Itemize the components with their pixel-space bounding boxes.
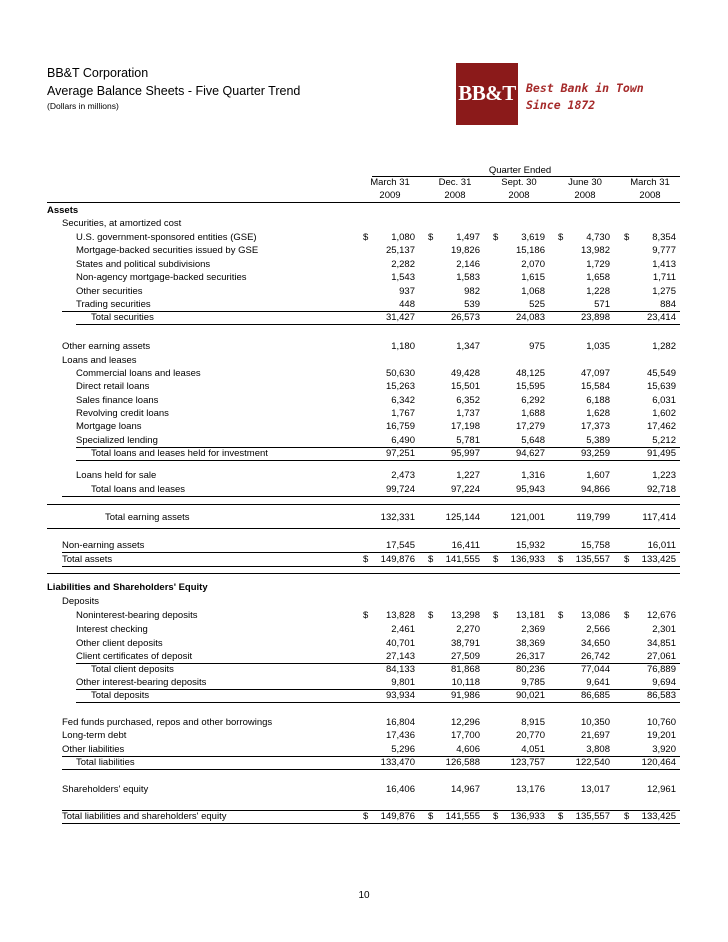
row-label: Total securities — [91, 312, 154, 323]
cell-value: 50,630 — [385, 368, 415, 379]
row-label: U.S. government-sponsored entities (GSE) — [76, 232, 257, 243]
cell-value: 5,296 — [391, 744, 415, 755]
cell-value: 77,044 — [580, 664, 610, 675]
cell-value: 91,495 — [646, 448, 676, 459]
cell-value: 97,251 — [385, 448, 415, 459]
row-label: Noninterest-bearing deposits — [76, 610, 198, 621]
cell-value: 126,588 — [445, 757, 480, 768]
row-label: Total liabilities and shareholders' equity — [62, 811, 227, 822]
cell-value: 975 — [529, 341, 545, 352]
cell-value: 1,275 — [652, 286, 676, 297]
table-row — [0, 259, 728, 272]
row-label: Total earning assets — [105, 512, 190, 523]
col-header-top: March 31 — [630, 177, 670, 188]
cell-value: 13,176 — [515, 784, 545, 795]
row-label: Interest checking — [76, 624, 148, 635]
row-label: Total loans and leases — [91, 484, 186, 495]
cell-value: 27,143 — [385, 651, 415, 662]
currency-symbol: $ — [428, 811, 434, 822]
table-row — [0, 470, 728, 483]
currency-symbol: $ — [493, 554, 499, 565]
cell-value: 15,595 — [515, 381, 545, 392]
row-label: Other earning assets — [62, 341, 151, 352]
cell-value: 26,317 — [515, 651, 545, 662]
cell-value: 13,982 — [580, 245, 610, 256]
row-label: Loans and leases — [62, 355, 137, 366]
cell-value: 26,573 — [450, 312, 480, 323]
currency-symbol: $ — [493, 811, 499, 822]
cell-value: 86,583 — [646, 690, 676, 701]
table-rule — [76, 702, 680, 703]
table-rule — [76, 663, 680, 664]
cell-value: 34,650 — [580, 638, 610, 649]
table-rule — [47, 573, 680, 574]
table-row — [0, 624, 728, 637]
cell-value: 93,934 — [385, 690, 415, 701]
cell-value: 982 — [464, 286, 480, 297]
cell-value: 95,943 — [515, 484, 545, 495]
cell-value: 14,967 — [450, 784, 480, 795]
col-header-year: 2008 — [639, 190, 661, 201]
table-row — [0, 395, 728, 408]
cell-value: 19,201 — [646, 730, 676, 741]
cell-value: 19,826 — [450, 245, 480, 256]
cell-value: 141,555 — [445, 554, 480, 565]
row-label: Long-term debt — [62, 730, 127, 741]
table-row — [0, 784, 728, 797]
cell-value: 81,868 — [450, 664, 480, 675]
cell-value: 1,316 — [521, 470, 545, 481]
row-label: States and political subdivisions — [76, 259, 211, 270]
row-label: Assets — [47, 205, 79, 216]
row-label: Other interest-bearing deposits — [76, 677, 207, 688]
cell-value: 27,509 — [450, 651, 480, 662]
currency-symbol: $ — [493, 232, 499, 243]
cell-value: 1,035 — [586, 341, 610, 352]
cell-value: 25,137 — [385, 245, 415, 256]
cell-value: 1,068 — [521, 286, 545, 297]
cell-value: 4,730 — [586, 232, 610, 243]
cell-value: 117,414 — [642, 512, 676, 523]
cell-value: 17,436 — [385, 730, 415, 741]
row-label: Securities, at amortized cost — [62, 218, 182, 229]
currency-symbol: $ — [624, 811, 630, 822]
row-label: Commercial loans and leases — [76, 368, 201, 379]
page-number: 10 — [358, 890, 370, 901]
cell-value: 1,227 — [456, 470, 480, 481]
table-row — [0, 205, 728, 218]
cell-value: 9,641 — [586, 677, 610, 688]
cell-value: 84,133 — [385, 664, 415, 675]
cell-value: 5,781 — [456, 435, 480, 446]
table-row — [0, 245, 728, 258]
cell-value: 3,920 — [652, 744, 676, 755]
cell-value: 1,543 — [391, 272, 415, 283]
cell-value: 99,724 — [385, 484, 415, 495]
cell-value: 15,639 — [646, 381, 676, 392]
cell-value: 17,700 — [450, 730, 480, 741]
row-label: Other securities — [76, 286, 143, 297]
table-row — [0, 381, 728, 394]
cell-value: 3,619 — [521, 232, 545, 243]
row-label: Total deposits — [91, 690, 150, 701]
cell-value: 8,915 — [521, 717, 545, 728]
cell-value: 937 — [399, 286, 415, 297]
currency-symbol: $ — [363, 232, 369, 243]
cell-value: 133,425 — [641, 554, 676, 565]
logo-text: BB&T — [458, 81, 516, 105]
cell-value: 76,889 — [646, 664, 676, 675]
cell-value: 120,464 — [641, 757, 676, 768]
cell-value: 12,676 — [646, 610, 676, 621]
cell-value: 40,701 — [385, 638, 415, 649]
cell-value: 31,427 — [385, 312, 415, 323]
cell-value: 2,566 — [586, 624, 610, 635]
currency-symbol: $ — [558, 554, 564, 565]
cell-value: 135,557 — [575, 554, 610, 565]
currency-symbol: $ — [624, 610, 630, 621]
table-rule — [62, 769, 680, 770]
currency-symbol: $ — [558, 811, 564, 822]
row-label: Client certificates of deposit — [76, 651, 193, 662]
cell-value: 1,602 — [652, 408, 676, 419]
cell-value: 1,180 — [391, 341, 415, 352]
cell-value: 91,986 — [450, 690, 480, 701]
row-label: Mortgage-backed securities issued by GSE — [76, 245, 259, 256]
cell-value: 119,799 — [576, 512, 610, 523]
table-rule — [76, 324, 680, 325]
cell-value: 5,212 — [652, 435, 676, 446]
cell-value: 2,070 — [521, 259, 545, 270]
cell-value: 6,031 — [652, 395, 676, 406]
cell-value: 1,228 — [586, 286, 610, 297]
cell-value: 9,777 — [652, 245, 676, 256]
row-label: Shareholders' equity — [62, 784, 149, 795]
cell-value: 92,718 — [646, 484, 676, 495]
cell-value: 1,497 — [456, 232, 480, 243]
row-label: Direct retail loans — [76, 381, 150, 392]
report-title: Average Balance Sheets - Five Quarter Trend — [47, 84, 301, 98]
row-label: Non-agency mortgage-backed securities — [76, 272, 247, 283]
cell-value: 2,461 — [391, 624, 415, 635]
row-label: Loans held for sale — [76, 470, 157, 481]
cell-value: 94,866 — [580, 484, 610, 495]
cell-value: 1,658 — [586, 272, 610, 283]
currency-symbol: $ — [428, 610, 434, 621]
currency-symbol: $ — [558, 232, 564, 243]
cell-value: 525 — [529, 299, 545, 310]
cell-value: 93,259 — [580, 448, 610, 459]
cell-value: 5,648 — [521, 435, 545, 446]
currency-symbol: $ — [624, 232, 630, 243]
cell-value: 13,017 — [580, 784, 610, 795]
cell-value: 16,406 — [385, 784, 415, 795]
cell-value: 97,224 — [450, 484, 480, 495]
row-label: Mortgage loans — [76, 421, 142, 432]
row-label: Sales finance loans — [76, 395, 159, 406]
cell-value: 149,876 — [380, 554, 415, 565]
cell-value: 16,759 — [385, 421, 415, 432]
cell-value: 13,086 — [580, 610, 610, 621]
cell-value: 2,282 — [391, 259, 415, 270]
table-rule — [62, 496, 680, 497]
cell-value: 8,354 — [652, 232, 676, 243]
row-label: Non-earning assets — [62, 540, 145, 551]
cell-value: 10,760 — [646, 717, 676, 728]
col-header-year: 2009 — [379, 190, 401, 201]
cell-value: 1,223 — [652, 470, 676, 481]
cell-value: 1,628 — [586, 408, 610, 419]
cell-value: 1,615 — [521, 272, 545, 283]
row-label: Total assets — [62, 554, 113, 565]
table-row — [0, 272, 728, 285]
col-header-year: 2008 — [574, 190, 596, 201]
cell-value: 4,051 — [521, 744, 545, 755]
cell-value: 13,828 — [385, 610, 415, 621]
currency-symbol: $ — [428, 232, 434, 243]
cell-value: 15,263 — [385, 381, 415, 392]
tagline-line1: Best Bank in Town — [526, 81, 644, 95]
cell-value: 45,549 — [646, 368, 676, 379]
table-row — [0, 408, 728, 421]
table-row — [0, 638, 728, 651]
cell-value: 94,627 — [515, 448, 545, 459]
table-rule — [76, 447, 680, 448]
table-row — [0, 582, 728, 595]
cell-value: 571 — [594, 299, 610, 310]
cell-value: 6,352 — [456, 395, 480, 406]
cell-value: 2,270 — [456, 624, 480, 635]
table-rule — [62, 823, 680, 824]
cell-value: 141,555 — [445, 811, 480, 822]
col-header-top: Sept. 30 — [501, 177, 537, 188]
row-label: Fed funds purchased, repos and other borrowings — [62, 717, 273, 728]
cell-value: 1,583 — [456, 272, 480, 283]
cell-value: 17,198 — [450, 421, 480, 432]
cell-value: 1,729 — [586, 259, 610, 270]
cell-value: 6,292 — [521, 395, 545, 406]
cell-value: 15,932 — [515, 540, 545, 551]
cell-value: 125,144 — [445, 512, 480, 523]
table-row — [0, 218, 728, 231]
cell-value: 13,181 — [515, 610, 545, 621]
cell-value: 5,389 — [586, 435, 610, 446]
cell-value: 15,584 — [580, 381, 610, 392]
cell-value: 133,425 — [641, 811, 676, 822]
cell-value: 38,369 — [515, 638, 545, 649]
row-label: Other client deposits — [76, 638, 163, 649]
table-rule — [76, 689, 680, 690]
table-row — [0, 717, 728, 730]
cell-value: 90,021 — [515, 690, 545, 701]
cell-value: 2,146 — [456, 259, 480, 270]
cell-value: 15,186 — [515, 245, 545, 256]
currency-symbol: $ — [624, 554, 630, 565]
table-rule — [62, 756, 680, 757]
cell-value: 15,501 — [450, 381, 480, 392]
col-header-year: 2008 — [444, 190, 466, 201]
currency-symbol: $ — [428, 554, 434, 565]
units-note: (Dollars in millions) — [47, 101, 119, 111]
row-label: Total liabilities — [76, 757, 135, 768]
cell-value: 1,080 — [391, 232, 415, 243]
cell-value: 1,347 — [456, 341, 480, 352]
cell-value: 135,557 — [575, 811, 610, 822]
cell-value: 3,808 — [586, 744, 610, 755]
col-header-top: Dec. 31 — [438, 177, 472, 188]
row-label: Trading securities — [76, 299, 151, 310]
cell-value: 17,279 — [515, 421, 545, 432]
table-rule — [47, 504, 680, 505]
quarter-ended-header: Quarter Ended — [488, 165, 552, 176]
table-row — [0, 610, 728, 623]
table-row — [0, 730, 728, 743]
row-label: Total loans and leases held for investment — [91, 448, 268, 459]
cell-value: 122,540 — [575, 757, 610, 768]
cell-value: 17,373 — [580, 421, 610, 432]
table-row — [0, 341, 728, 354]
table-row — [0, 286, 728, 299]
tagline-line2: Since 1872 — [526, 98, 596, 112]
cell-value: 1,413 — [652, 259, 676, 270]
cell-value: 15,758 — [580, 540, 610, 551]
table-row — [0, 355, 728, 368]
cell-value: 16,411 — [451, 540, 480, 551]
cell-value: 9,694 — [652, 677, 676, 688]
cell-value: 47,097 — [580, 368, 610, 379]
table-row — [0, 512, 728, 525]
cell-value: 16,804 — [385, 717, 415, 728]
company-name: BB&T Corporation — [47, 66, 149, 80]
row-label: Total client deposits — [91, 664, 174, 675]
cell-value: 23,414 — [646, 312, 676, 323]
cell-value: 38,791 — [450, 638, 480, 649]
cell-value: 12,961 — [646, 784, 676, 795]
table-rule — [47, 528, 680, 529]
cell-value: 1,282 — [652, 341, 676, 352]
table-rule — [62, 552, 680, 553]
cell-value: 1,688 — [521, 408, 545, 419]
row-label: Deposits — [62, 596, 99, 607]
cell-value: 9,801 — [391, 677, 415, 688]
table-row — [0, 232, 728, 245]
cell-value: 34,851 — [646, 638, 676, 649]
cell-value: 1,737 — [456, 408, 480, 419]
table-rule — [76, 460, 680, 461]
table-row — [0, 664, 728, 677]
currency-symbol: $ — [363, 554, 369, 565]
cell-value: 121,001 — [510, 512, 545, 523]
col-header-top: June 30 — [568, 177, 602, 188]
table-row — [0, 596, 728, 609]
cell-value: 95,997 — [450, 448, 480, 459]
cell-value: 6,188 — [586, 395, 610, 406]
cell-value: 26,742 — [580, 651, 610, 662]
cell-value: 13,298 — [450, 610, 480, 621]
currency-symbol: $ — [493, 610, 499, 621]
cell-value: 6,490 — [391, 435, 415, 446]
cell-value: 136,933 — [510, 811, 545, 822]
cell-value: 1,711 — [652, 272, 676, 283]
cell-value: 1,767 — [391, 408, 415, 419]
cell-value: 12,296 — [450, 717, 480, 728]
cell-value: 448 — [399, 299, 415, 310]
col-header-year: 2008 — [508, 190, 530, 201]
cell-value: 24,083 — [515, 312, 545, 323]
cell-value: 149,876 — [380, 811, 415, 822]
table-rule — [62, 566, 680, 567]
cell-value: 49,428 — [450, 368, 480, 379]
cell-value: 23,898 — [580, 312, 610, 323]
cell-value: 17,545 — [385, 540, 415, 551]
table-rule — [62, 311, 680, 312]
cell-value: 6,342 — [391, 395, 415, 406]
cell-value: 48,125 — [515, 368, 545, 379]
row-label: Revolving credit loans — [76, 408, 169, 419]
col-header-top: March 31 — [370, 177, 410, 188]
row-label: Other liabilities — [62, 744, 125, 755]
table-rule — [62, 810, 680, 811]
cell-value: 2,301 — [652, 624, 676, 635]
cell-value: 86,685 — [580, 690, 610, 701]
cell-value: 16,011 — [647, 540, 676, 551]
cell-value: 20,770 — [515, 730, 545, 741]
cell-value: 80,236 — [515, 664, 545, 675]
cell-value: 9,785 — [521, 677, 545, 688]
cell-value: 10,350 — [580, 717, 610, 728]
cell-value: 133,470 — [380, 757, 415, 768]
cell-value: 4,606 — [456, 744, 480, 755]
currency-symbol: $ — [363, 610, 369, 621]
table-row — [0, 421, 728, 434]
currency-symbol: $ — [558, 610, 564, 621]
cell-value: 27,061 — [646, 651, 676, 662]
row-label: Specialized lending — [76, 435, 158, 446]
cell-value: 17,462 — [646, 421, 676, 432]
row-label: Liabilities and Shareholders' Equity — [47, 582, 208, 593]
cell-value: 136,933 — [510, 554, 545, 565]
cell-value: 539 — [464, 299, 480, 310]
cell-value: 1,607 — [586, 470, 610, 481]
currency-symbol: $ — [363, 811, 369, 822]
cell-value: 123,757 — [510, 757, 545, 768]
cell-value: 21,697 — [580, 730, 610, 741]
table-row — [0, 368, 728, 381]
cell-value: 2,473 — [391, 470, 415, 481]
cell-value: 132,331 — [380, 512, 415, 523]
cell-value: 10,118 — [451, 677, 480, 688]
cell-value: 884 — [660, 299, 676, 310]
cell-value: 2,369 — [521, 624, 545, 635]
